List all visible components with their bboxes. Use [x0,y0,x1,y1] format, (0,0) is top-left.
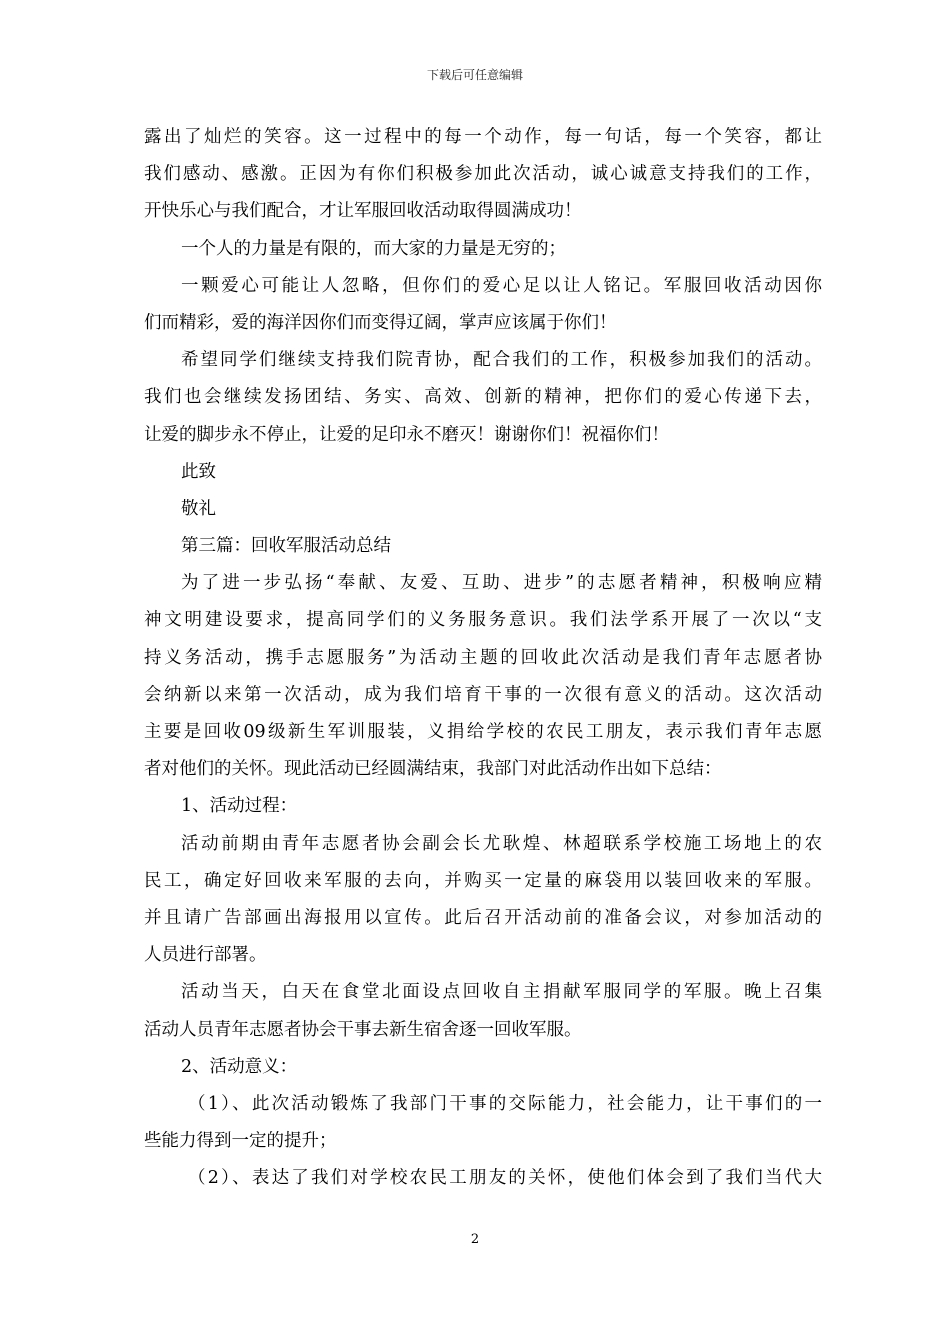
page-number: 2 [470,1232,480,1247]
text-line: 我们感动、感激。正因为有你们积极参加此次活动，诚心诚意支持我们的工作， [144,164,822,185]
text-line: 2、活动意义： [181,1056,298,1077]
text-line: 会纳新以来第一次活动，成为我们培育干事的一次很有意义的活动。这次活动 [144,684,822,705]
text-line: 一个人的力量是有限的，而大家的力量是无穷的； [181,238,566,259]
text-line: 活动当天，白天在食堂北面设点回收自主捐献军服同学的军服。晚上召集 [181,982,822,1003]
text-line: 者对他们的关怀。现此活动已经圆满结束，我部门对此活动作出如下总结： [144,759,722,780]
page-header: 下载后可任意编辑 [426,68,523,82]
text-line: 并且请广告部画出海报用以宣传。此后召开活动前的准备会议，对参加活动的 [144,907,822,928]
text-line: （1）、此次活动锻炼了我部门干事的交际能力，社会能力，让干事们的一 [188,1093,822,1114]
text-line: 此致 [181,461,216,482]
text-line: 持义务活动，携手志愿服务”为活动主题的回收此次活动是我们青年志愿者协 [144,647,822,668]
text-line: 主要是回收09级新生军训服装，义捐给学校的农民工朋友，表示我们青年志愿 [144,722,822,742]
text-line: （2）、表达了我们对学校农民工朋友的关怀，使他们体会到了我们当代大 [188,1168,822,1189]
text-line: 一颗爱心可能让人忽略，但你们的爱心足以让人铭记。军服回收活动因你 [181,275,822,296]
text-line: 1、活动过程： [181,796,298,817]
text-line: 人员进行部署。 [144,945,267,966]
text-line: 为了进一步弘扬“奉献、友爱、互助、进步”的志愿者精神，积极响应精 [181,573,822,594]
text-line: 让爱的脚步永不停止，让爱的足印永不磨灭！谢谢你们！祝福你们！ [144,424,669,445]
text-line: 活动人员青年志愿者协会干事去新生宿舍逐一回收军服。 [144,1019,582,1040]
document-body [144,119,822,1197]
text-line: 我们也会继续发扬团结、务实、高效、创新的精神，把你们的爱心传递下去， [144,387,822,408]
text-line: 神文明建设要求，提高同学们的义务服务意识。我们法学系开展了一次以“支 [144,610,822,631]
text-line: 活动前期由青年志愿者协会副会长尤耿煌、林超联系学校施工场地上的农 [181,833,822,854]
text-line: 第三篇：回收军服活动总结 [181,536,391,557]
text-line: 些能力得到一定的提升； [144,1131,337,1152]
text-line: 开快乐心与我们配合，才让军服回收活动取得圆满成功！ [144,201,582,222]
text-line: 敬礼 [181,498,216,519]
text-line: 民工，确定好回收来军服的去向，并购买一定量的麻袋用以装回收来的军服。 [144,870,822,891]
text-line: 希望同学们继续支持我们院青协，配合我们的工作，积极参加我们的活动。 [181,350,822,371]
text-line: 们而精彩，爱的海洋因你们而变得辽阔，掌声应该属于你们！ [144,312,617,333]
text-line: 露出了灿烂的笑容。这一过程中的每一个动作，每一句话，每一个笑容，都让 [144,127,822,147]
